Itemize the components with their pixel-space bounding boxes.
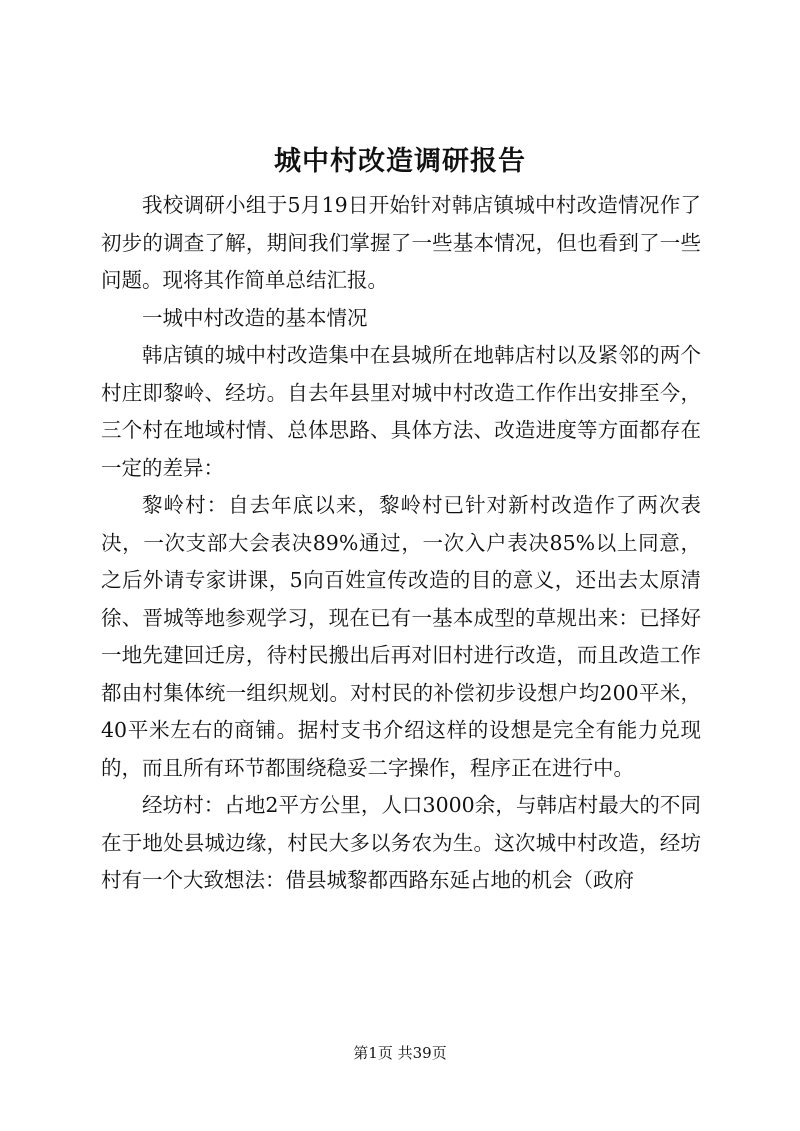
document-body — [101, 187, 701, 900]
paragraph-overview: 韩店镇的城中村改造集中在县城所在地韩店村以及紧邻的两个村庄即黎岭、经坊。自去年县里对城中村改造工作作出安排至今，三个村在地域村情、总体思路、具体方法、改造进度等方面都存在一定的差异： — [101, 343, 701, 480]
section-heading-basic-situation: 一城中村改造的基本情况 — [142, 305, 368, 330]
page-number-footer: 第1页 共39页 — [353, 1044, 447, 1062]
paragraph-intro: 我校调研小组于5月19日开始针对韩店镇城中村改造情况作了初步的调查了解，期间我们掌握了一些基本情况，但也看到了一些问题。现将其作简单总结汇报。 — [101, 193, 701, 292]
paragraph-liling-village: 黎岭村：自去年底以来，黎岭村已针对新村改造作了两次表决，一次支部大会表决89%通过，一次入户表决85%以上同意，之后外请专家讲课，5向百姓宣传改造的目的意义，还出去太原清徐、晋城等地参观学习，现在已有一基本成型的草规出来：已择好一地先建回迁房，待村民搬出后再对旧村进行改造，而且改造工作都由村集体统一组织规划。对村民的补偿初步设想户均200平米，40平米左右的商铺。据村支书介绍这样的设想是完全有能力兑现的，而且所有环节都围绕稳妥二字操作，程序正在进行中。 — [101, 493, 701, 780]
paragraph-jingfang-village: 经坊村：占地2平方公里，人口3000余，与韩店村最大的不同在于地处县城边缘，村民大多以务农为生。这次城中村改造，经坊村有一个大致想法：借县城黎都西路东延占地的机会（政府 — [101, 793, 701, 892]
document-title: 城中村改造调研报告 — [274, 146, 526, 177]
